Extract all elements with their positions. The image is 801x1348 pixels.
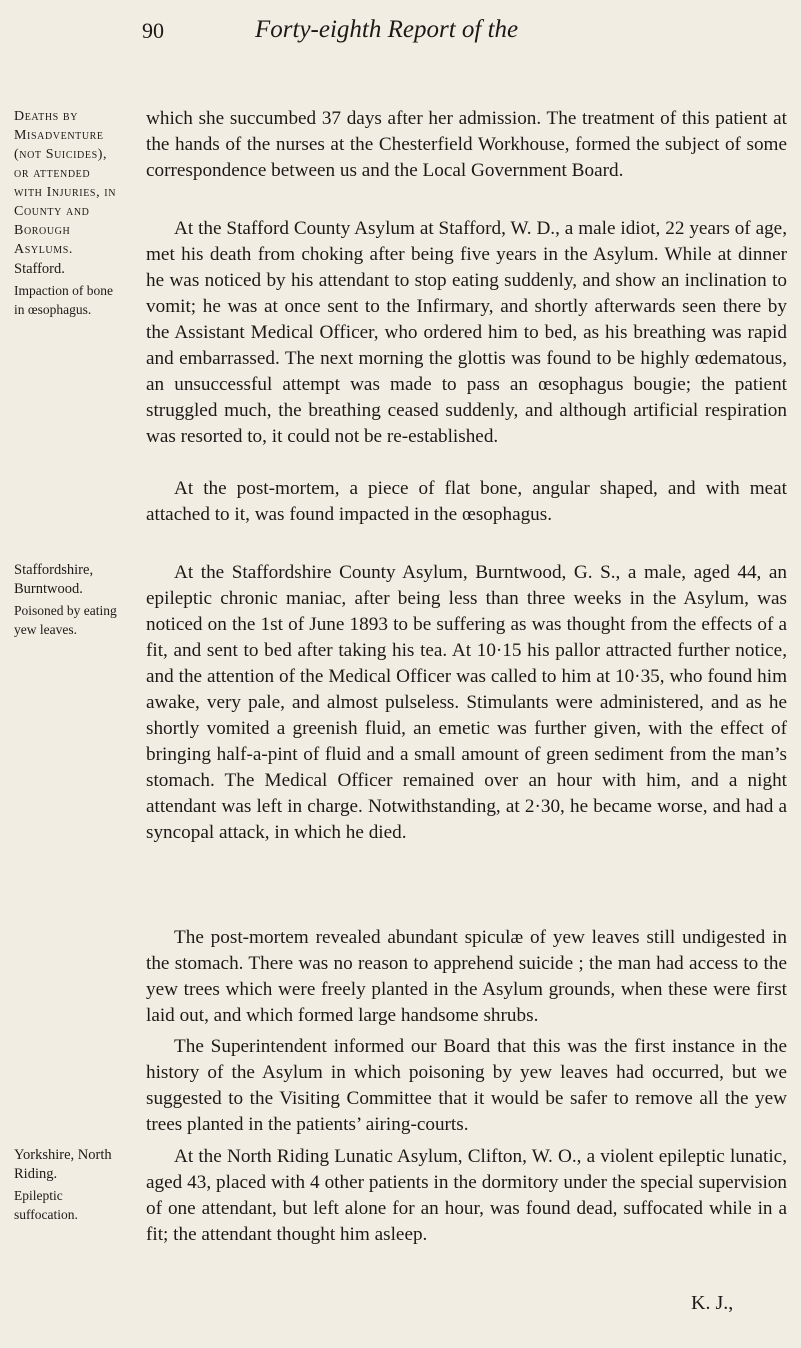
yorkshire-topic: Epileptic suffocation. (14, 1188, 78, 1222)
paragraph-4: At the Staffordshire County Asylum, Burntwood, G. S., a male, aged 44, an epileptic chronic maniac, after being less than three weeks in the Asylum, was noticed on the 1st of June 1893 to be suffering as was thought from the effects of a fit, and sent to bed after taking his tea. At 10·15 his pallor attracted further notice, and the attention of the Medical Officer was called to him at 10·35, who found him awake, very pale, and almost pulseless. Stimulants were administered, and as he shortly vomited a greenish fluid, an emetic was further given, with the effect of bringing half-a-pint of fluid and a small amount of green sediment from the man’s stomach. The Medical Officer remained over an hour with him, and a night attendant was left in charge. Notwithstanding, at 2·30, he became worse, and had a syncopal attack, in which he died. (146, 562, 787, 843)
page-number: 90 (142, 18, 164, 43)
margin-note-stafford (14, 107, 122, 319)
margin-note-yorkshire (14, 1145, 122, 1224)
staffordshire-topic: Poisoned by eating yew leaves. (14, 603, 117, 637)
paragraph-3: At the post-mortem, a piece of flat bone, angular shaped, and with meat attached to it, was found impacted in the œsophagus. (146, 478, 787, 525)
margin-note-staffordshire (14, 560, 122, 639)
staffordshire-place: Staffordshire, Burntwood. (14, 562, 94, 597)
section-heading: Deaths by Misadventure (not Suicides), or attended with Injuries, in County and Borough Asylums. (14, 109, 117, 257)
paragraph-7: At the North Riding Lunatic Asylum, Clifton, W. O., a violent epileptic lunatic, aged 43, placed with 4 other patients in the dormitory under the special supervision of one attendant, but left alone for an hour, was found dead, suffocated while in a fit; the attendant thought him asleep. (146, 1146, 787, 1245)
stafford-topic: Impaction of bone in œsophagus. (14, 283, 113, 317)
running-title: Forty-eighth Report of the (255, 16, 519, 43)
paragraph-1: which she succumbed 37 days after her admission. The treatment of this patient at the hands of the nurses at the Chesterfield Workhouse, formed the subject of some correspondence between us and the Local Government Board. (146, 108, 787, 181)
stafford-place: Stafford. (14, 261, 65, 277)
yorkshire-place: Yorkshire, North Riding. (14, 1147, 112, 1182)
paragraph-2: At the Stafford County Asylum at Stafford, W. D., a male idiot, 22 years of age, met his death from choking after being five years in the Asylum. While at dinner he was noticed by his attendant to stop eating suddenly, and show an inclination to vomit; he was at once sent to the Infirmary, and shortly afterwards seen there by the Assistant Medical Officer, who ordered him to bed, as his breathing was rapid and embarrassed. The next morning the glottis was found to be highly œdematous, an unsuccessful attempt was made to pass an œsophagus bougie; the patient struggled much, the breathing ceased suddenly, and although artificial respiration was resorted to, it could not be re-established. (146, 218, 787, 447)
paragraph-6: The Superintendent informed our Board that this was the first instance in the history of the Asylum in which poisoning by yew leaves had occurred, but we suggested to the Visiting Committee that it would be safer to remove all the yew trees planted in the patients’ airing-courts. (146, 1036, 787, 1135)
paragraph-5: The post-mortem revealed abundant spiculæ of yew leaves still undigested in the stomach. There was no reason to apprehend suicide ; the man had access to the yew trees which were freely planted in the Asylum grounds, when these were first laid out, and which formed large handsome shrubs. (146, 927, 787, 1026)
signature-initials: K. J., (691, 1292, 734, 1314)
